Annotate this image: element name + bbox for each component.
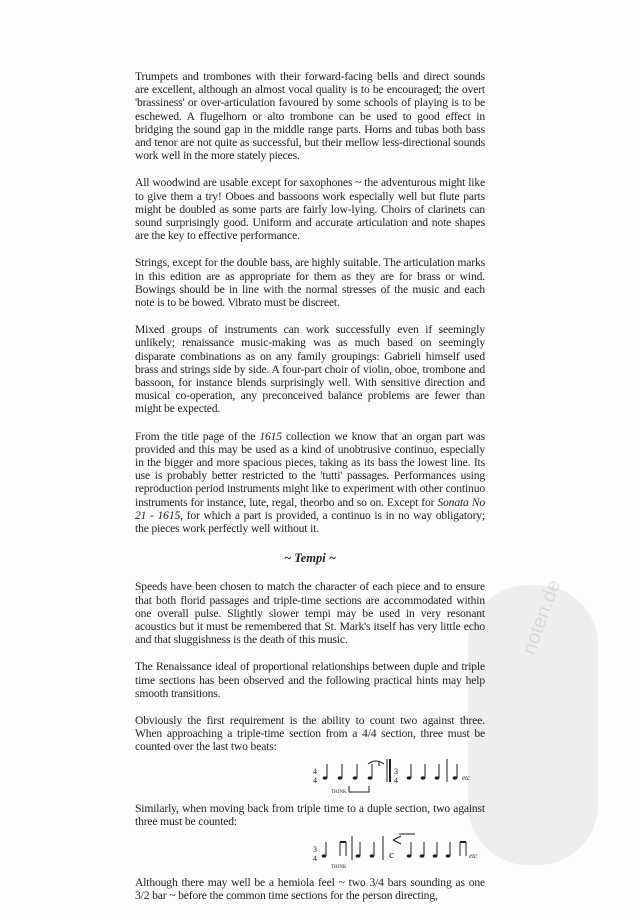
svg-text:4: 4 <box>313 766 317 776</box>
svg-text:3: 3 <box>394 766 398 776</box>
paragraph-count: Obviously the first requirement is the ability to count two against three. When approaching a triple-time section from a 4/4 section, three must be counted over the last two beats: <box>135 713 485 754</box>
paragraph-woodwind: All woodwind are usable except for saxophones ~ the adventurous might like to give them a try! Oboes and bassoons work especially well but flute parts might be doubled as some parts are fairly low-lying. Choirs of clarinets can sound surprisingly good. Uniform and accurate articulation and note shapes are the key to effective performance. <box>135 176 485 243</box>
paragraph-brass: Trumpets and trombones with their forward-facing bells and direct sounds are excellent, although an almost vocal quality is to be encouraged; the overt 'brassiness' or over-articulation favoured by some schools of playing is to be eschewed. A flugelhorn or alto trombone can be used to good effect in bridging the sound gap in the middle range parts. Horns and tubas both bass and tenor are not quite as successful, but their mellow less-directional sounds work well in the more stately pieces. <box>135 70 485 163</box>
paragraph-organ: From the title page of the 1615 collection we know that an organ part was provided and this may be used as a kind of unobtrusive continuo, especially in the bigger and more spacious pieces, taking as its bass the lowest line. Its use is probably better restricted to the 'tutti' passages. Performances using reproduction period instruments might like to experiment with other continuo instruments for instance, lute, regal, theorbo and so on. Except for Sonata No 21 - 1615, for which a part is provided, a continuo is in no way obligatory; the pieces work perfectly well without it. <box>135 429 485 536</box>
music-notation-2 <box>135 830 485 872</box>
svg-text:THINK: THINK <box>331 789 347 795</box>
section-heading-tempi: ~ Tempi ~ <box>284 551 336 566</box>
paragraph-similarly: Similarly, when moving back from triple time to a duple section, two against three must be counted: <box>135 801 485 828</box>
music-example-1 <box>135 756 485 798</box>
document-body <box>135 70 485 916</box>
paragraph-ideal: The Renaissance ideal of proportional relationships between duple and triple time sections has been observed and the following practical hints may help smooth transitions. <box>135 660 485 700</box>
svg-text:4: 4 <box>313 775 317 785</box>
music-notation-1 <box>135 756 485 798</box>
paragraph-speeds: Speeds have been chosen to match the character of each piece and to ensure that both florid passages and triple-time sections are accommodated within one overall pulse. Slightly slower tempi may be used in very resonant acoustics but it must be remembered that St. Mark's itself has very little echo and that sluggishness is the death of this music. <box>135 580 485 647</box>
svg-text:THINK: THINK <box>331 864 347 870</box>
svg-text:3: 3 <box>313 844 317 854</box>
svg-text:4: 4 <box>394 775 398 785</box>
music-example-2 <box>135 830 485 872</box>
paragraph-mixed: Mixed groups of instruments can work successfully even if seemingly unlikely; renaissance music-making was as much based on seemingly disparate combinations as on any family groupings: Gabrieli himself used brass and strings side by side. A four-part choir of violin, oboe, trombone and bassoon, for instance blends surprisingly well. With sensitive direction and musical co-operation, any preconceived balance problems are fewer than might be expected. <box>135 323 485 416</box>
svg-text:4: 4 <box>313 853 317 863</box>
svg-text:c: c <box>389 848 394 861</box>
svg-text:etc: etc <box>469 851 478 860</box>
paragraph-hemiola: Although there may well be a hemiola feel ~ two 3/4 bars sounding as one 3/2 bar ~ before the common time sections for the person directing, <box>135 875 485 903</box>
watermark-text: noten.de <box>518 576 566 658</box>
svg-text:etc: etc <box>462 773 471 782</box>
paragraph-strings: Strings, except for the double bass, are highly suitable. The articulation marks in this edition are as appropriate for them as they are for brass or wind. Bowings should be in line with the normal stresses of the music and each note is to be bowed. Vibrato must be discreet. <box>135 256 485 310</box>
